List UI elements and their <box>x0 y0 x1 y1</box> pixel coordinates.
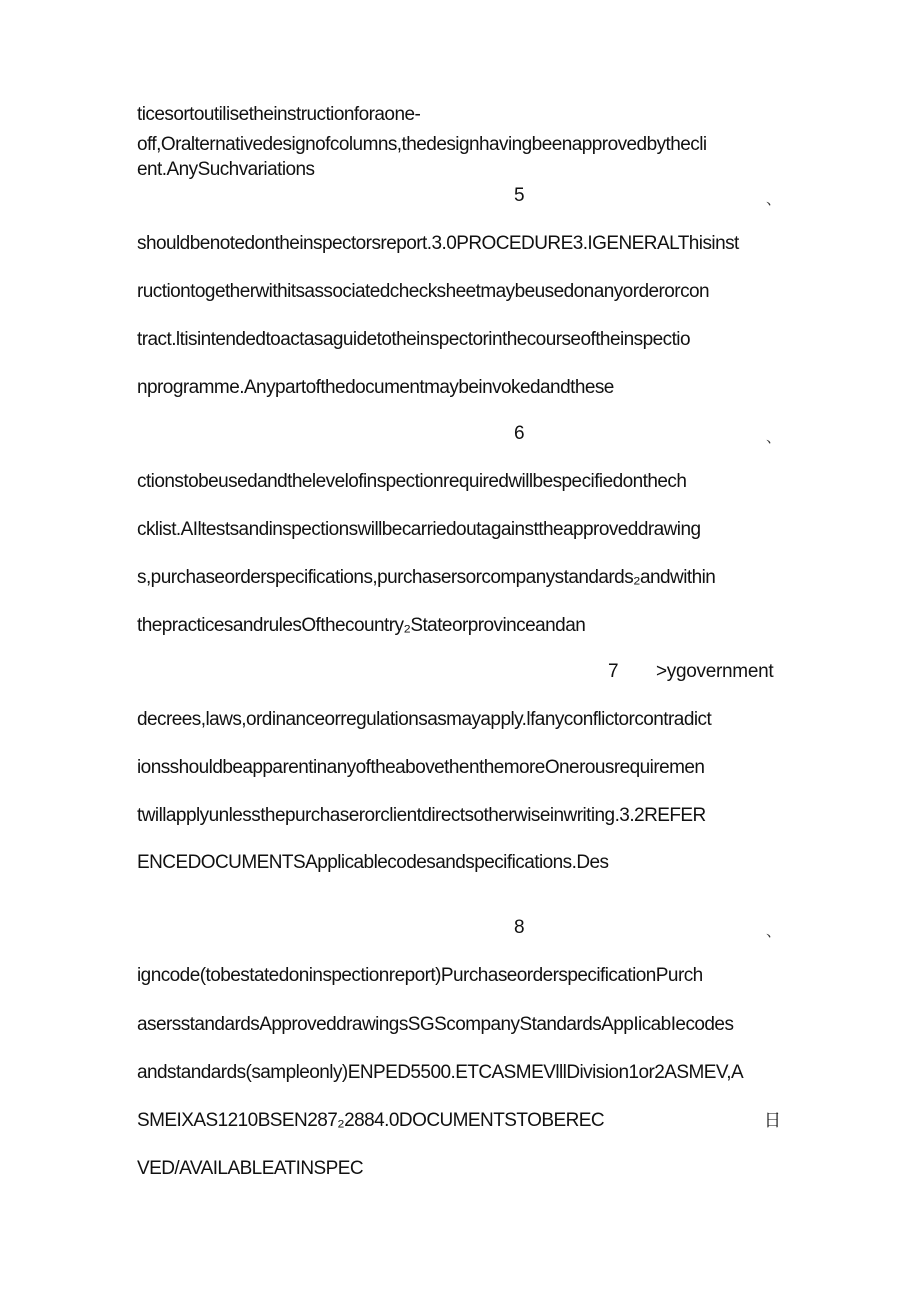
text-line: ticesortoutilisetheinstructionforaone- <box>137 104 421 125</box>
separator-mark: 、 <box>766 429 782 446</box>
text-line: shouldbenotedontheinspectorsreport.3.0PROCEDURE3.IGENERALThisinst <box>137 233 739 254</box>
separator-mark: 、 <box>766 923 782 940</box>
text-line: nprogramme.Anypartofthedocumentmaybeinvokedandthese <box>137 377 614 398</box>
glyph-mark: 日 <box>764 1111 781 1130</box>
page-number: 7 <box>608 661 619 682</box>
page-number: 8 <box>514 917 525 938</box>
separator-mark: 、 <box>766 191 782 208</box>
text-line: VED/AVAILABLEATINSPEC <box>137 1158 364 1179</box>
text-line: andstandards(sampleonly)ENPED5500.ETCASMEVlllDivision1or2ASMEV,A <box>137 1062 744 1083</box>
text-line: off,Oralternativedesignofcolumns,thedesignhavingbeenapprovedbythecli <box>137 134 707 155</box>
text-line: ionsshouldbeapparentinanyoftheabovethenthemoreOnerousrequiremen <box>137 757 705 778</box>
text-line: tract.ltisintendedtoactasaguidetotheinspectorinthecourseoftheinspectio <box>137 329 690 350</box>
text-line: ENCEDOCUMENTSApplicablecodesandspecifications.Des <box>137 852 609 873</box>
text-line: ctionstobeusedandthelevelofinspectionrequiredwillbespecifiedonthech <box>137 471 687 492</box>
page-number: 5 <box>514 185 525 206</box>
text-line: ructiontogetherwithitsassociatedchecksheetmaybeusedonanyorderorcon <box>137 281 710 302</box>
text-line: s,purchaseorderspecifications,purchasersorcompanystandards₂andwithin <box>137 567 716 588</box>
text-line: igncode(tobestatedoninspectionreport)PurchaseorderspecificationPurch <box>137 965 703 986</box>
text-line: SMEIXAS1210BSEN287₂2884.0DOCUMENTSTOBEREC <box>137 1110 605 1131</box>
text-line-fragment: >ygovernment <box>656 661 774 682</box>
text-line: twillapplyunlessthepurchaserorclientdirectsotherwiseinwriting.3.2REFER <box>137 805 706 826</box>
text-line: cklist.AIltestsandinspectionswillbecarriedoutagainsttheapproveddrawing <box>137 519 701 540</box>
text-line: ent.AnySuchvariations <box>137 159 315 180</box>
page-number: 6 <box>514 423 525 444</box>
text-line: decrees,laws,ordinanceorregulationsasmayapply.lfanyconflictorcontradict <box>137 709 712 730</box>
text-line: thepracticesandrulesOfthecountry₂Stateorprovinceandan <box>137 615 586 636</box>
text-line: asersstandardsApproveddrawingsSGScompanyStandardsAppIicabIecodes <box>137 1014 734 1035</box>
